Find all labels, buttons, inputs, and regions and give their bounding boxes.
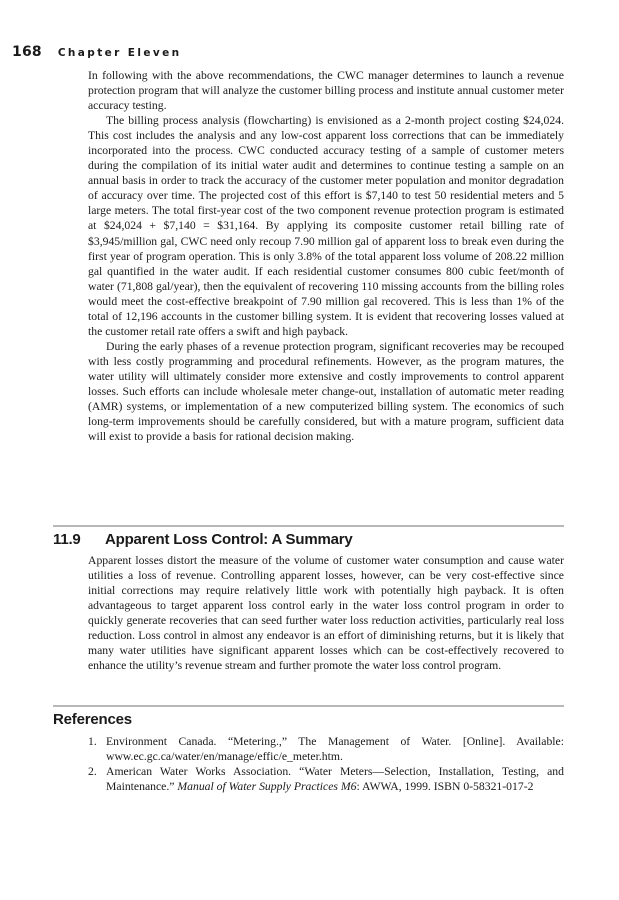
reference-text-before: American Water Works Association. “Water Meters—Selection, Installation, Testing, and Maintenance.” <box>106 765 564 794</box>
reference-italic-title: Manual of Water Supply Practices M6 <box>177 780 357 794</box>
section-title: Apparent Loss Control: A Summary <box>105 531 353 548</box>
reference-list <box>88 734 564 794</box>
reference-item <box>88 734 564 764</box>
reference-number: 1. <box>88 735 97 748</box>
reference-text <box>106 765 564 793</box>
reference-item <box>88 764 564 794</box>
section-divider <box>53 525 564 527</box>
reference-text-after: : AWWA, 1999. ISBN 0-58321-017-2 <box>356 780 534 794</box>
paragraph: The billing process analysis (flowcharting) is envisioned as a 2-month project costing $24,024. This cost includes the analysis and any low-cost apparent loss corrections that can be immediately incorporated into the process. CWC conducted accuracy testing of a sample of customer meters during the compilation of its initial water audit and determines to continue testing a sample on an annual basis in order to track the accuracy of the customer meter population and monitor degradation of accuracy over time. The projected cost of this effort is $7,140 to test 50 residential meters and 5 large meters. The total first-year cost of the two component revenue protection program is estimated at $24,024 + $7,140 = $31,164. By applying its composite customer retail billing rate of $3,945/million gal, CWC need only recoup 7.90 million gal of apparent loss to break even during the first year of program operation. This is only 3.8% of the total apparent loss volume of 208.22 million gal quantified in the water audit. If each residential customer consumes 800 cubic feet/month of water (71,808 gal/year), then the equivalent of recovering 110 missing accounts from the billing roles would meet the cost-effective breakpoint of 7.90 million gal recovered. This is less than 1% of the total of 12,196 accounts in the customer billing system. It is evident that recovering losses valued at the customer retail rate offers a swift and high payback. <box>88 114 564 338</box>
chapter-title: Chapter Eleven <box>57 47 182 59</box>
section-heading <box>53 531 353 548</box>
section-number: 11.9 <box>53 531 81 548</box>
intro-text-block <box>88 68 564 444</box>
section-divider <box>53 705 564 707</box>
paragraph: Apparent losses distort the measure of the volume of customer water consumption and cause water utilities a loss of revenue. Controlling apparent losses, however, can be very cost-effective since initial corrections may require relatively little work with potentially high payback. It is often advantageous to target apparent loss control early in the water loss control program in order to quickly generate recoveries that can seed further water loss reduction activities, particularly real loss reduction. Loss control in almost any endeavor is an effort of diminishing returns, but it is likely that many water utilities have significant apparent losses which can be cost-effectively recovered to enhance the utility’s revenue stream and further promote the water loss control program. <box>88 554 564 673</box>
page-number: 168 <box>12 44 42 60</box>
summary-text-block <box>88 553 564 673</box>
references-heading: References <box>53 711 132 728</box>
paragraph: During the early phases of a revenue protection program, significant recoveries may be recouped with less costly programming and procedural refinements. However, as the program matures, the water utility will ultimately consider more extensive and costly improvements to control apparent losses. Such efforts can include wholesale meter change-out, installation of automatic meter reading (AMR) systems, or implementation of a new computerized billing system. The economics of such long-term improvements should be carefully considered, but with a mature program, sufficient data will exist to provide a basis for rational decision making. <box>88 339 564 444</box>
running-header <box>12 44 182 60</box>
paragraph: In following with the above recommendations, the CWC manager determines to launch a revenue protection program that will analyze the customer billing process and institute annual customer meter accuracy testing. <box>88 69 564 113</box>
reference-number: 2. <box>88 765 97 779</box>
reference-text: Environment Canada. “Metering.,” The Management of Water. [Online]. Available: www.ec.gc.ca/water/en/manage/effic/e_meter.htm. <box>106 735 564 764</box>
